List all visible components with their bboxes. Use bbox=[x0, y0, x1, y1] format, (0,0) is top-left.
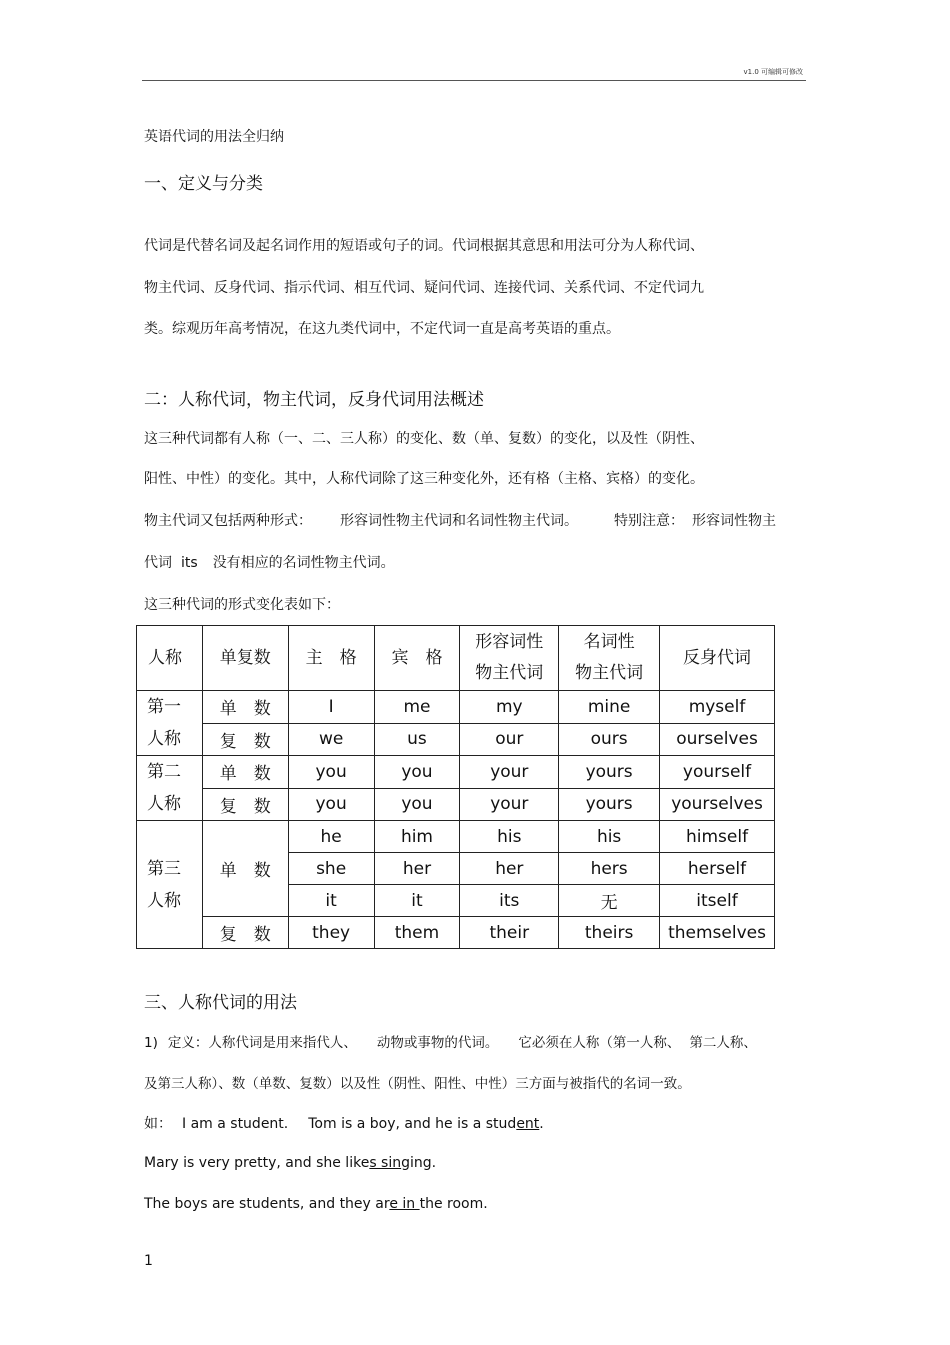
adj-possessive-cell: his bbox=[460, 821, 559, 853]
subject-cell: I bbox=[288, 691, 374, 724]
page-number: 1 bbox=[144, 1253, 153, 1269]
noun-possessive-cell: his bbox=[559, 821, 660, 853]
section2-line-3 bbox=[144, 510, 776, 530]
noun-possessive-cell: 无 bbox=[559, 885, 660, 917]
noun-possessive-cell: yours bbox=[559, 756, 660, 789]
noun-possessive-cell: hers bbox=[559, 853, 660, 885]
section2-line-3-b: 形容词性物主代词和名词性物主代词。 bbox=[340, 513, 578, 529]
object-cell: it bbox=[374, 885, 460, 917]
ex2-part-b: s sin bbox=[369, 1155, 402, 1171]
ex2-part-a: Mary is very pretty, and she like bbox=[144, 1155, 370, 1171]
header-divider bbox=[142, 80, 806, 81]
header-noun-line-2: 物主代词 bbox=[575, 663, 644, 683]
pronoun-table bbox=[136, 625, 775, 949]
adj-possessive-cell: your bbox=[460, 788, 559, 821]
number-cell: 单 数 bbox=[202, 756, 288, 789]
adj-possessive-cell: our bbox=[460, 723, 559, 756]
reflexive-cell: himself bbox=[660, 821, 775, 853]
ex1-sentence-2b: ent bbox=[516, 1116, 540, 1132]
ex1-sentence-1: I am a student. bbox=[182, 1116, 289, 1132]
number-cell: 单 数 bbox=[202, 821, 288, 917]
subject-cell: we bbox=[288, 723, 374, 756]
ex3-part-c: the room. bbox=[419, 1196, 488, 1212]
noun-possessive-cell: theirs bbox=[559, 917, 660, 949]
table-header-row bbox=[137, 626, 775, 691]
section3-def-line-2: 及第三人称）、数（单数、复数）以及性（阴性、阳性、中性）三方面与被指代的名词一致。 bbox=[144, 1076, 691, 1092]
header-person: 人称 bbox=[137, 626, 203, 691]
noun-possessive-cell: mine bbox=[559, 691, 660, 724]
first-person-label bbox=[137, 691, 203, 756]
section2-line-2: 阳性、中性）的变化。其中，人称代词除了这三种变化外，还有格（主格、宾格）的变化。 bbox=[144, 471, 704, 487]
object-cell: me bbox=[374, 691, 460, 724]
object-cell: you bbox=[374, 756, 460, 789]
section3-heading: 三、人称代词的用法 bbox=[144, 993, 297, 1013]
first-person-label-2: 人称 bbox=[147, 729, 181, 749]
reflexive-cell: herself bbox=[660, 853, 775, 885]
section1-line-2: 物主代词、反身代词、指示代词、相互代词、疑问代词、连接代词、关系代词、不定代词九 bbox=[144, 280, 704, 296]
number-cell: 复 数 bbox=[202, 723, 288, 756]
noun-possessive-cell: ours bbox=[559, 723, 660, 756]
reflexive-cell: myself bbox=[660, 691, 775, 724]
example-line-2 bbox=[144, 1155, 436, 1171]
subject-cell: you bbox=[288, 788, 374, 821]
reflexive-cell: itself bbox=[660, 885, 775, 917]
subject-cell: he bbox=[288, 821, 374, 853]
subject-cell: it bbox=[288, 885, 374, 917]
version-label: v1.0 可编辑可修改 bbox=[743, 68, 803, 76]
adj-possessive-cell: its bbox=[460, 885, 559, 917]
ex1-prefix: 如： bbox=[144, 1116, 172, 1132]
adj-possessive-cell: their bbox=[460, 917, 559, 949]
header-subject: 主 格 bbox=[288, 626, 374, 691]
example-line-1 bbox=[144, 1113, 544, 1133]
table-row bbox=[137, 723, 775, 756]
def-part-b: 定义：人称代词是用来指代人、 bbox=[167, 1035, 357, 1051]
section2-line-4-b: its bbox=[181, 555, 198, 571]
adj-possessive-cell: my bbox=[460, 691, 559, 724]
header-object: 宾 格 bbox=[374, 626, 460, 691]
number-cell: 复 数 bbox=[202, 917, 288, 949]
table-row bbox=[137, 788, 775, 821]
second-person-label-2: 人称 bbox=[147, 794, 181, 814]
section1-line-3: 类。综观历年高考情况，在这九类代词中，不定代词一直是高考英语的重点。 bbox=[144, 321, 620, 337]
second-person-label bbox=[137, 756, 203, 821]
third-person-label-2: 人称 bbox=[147, 890, 181, 911]
header-noun-possessive bbox=[559, 626, 660, 691]
first-person-label-1: 第一 bbox=[147, 697, 181, 717]
table-intro: 这三种代词的形式变化表如下： bbox=[144, 597, 340, 613]
third-person-label-1: 第三 bbox=[147, 858, 181, 879]
ex1-sentence-2c: . bbox=[539, 1116, 544, 1132]
example-line-3 bbox=[144, 1196, 488, 1212]
section1-line-1: 代词是代替名词及起名词作用的短语或句子的词。代词根据其意思和用法可分为人称代词、 bbox=[144, 238, 704, 254]
ex1-sentence-2a: Tom is a boy, and he is a stud bbox=[308, 1116, 517, 1132]
third-person-label bbox=[137, 821, 203, 949]
header-adj-line-2: 物主代词 bbox=[475, 663, 544, 683]
header-noun-line-1: 名词性 bbox=[583, 632, 635, 652]
object-cell: her bbox=[374, 853, 460, 885]
def-part-e: 第二人称、 bbox=[689, 1035, 757, 1051]
reflexive-cell: yourself bbox=[660, 756, 775, 789]
reflexive-cell: yourselves bbox=[660, 788, 775, 821]
adj-possessive-cell: your bbox=[460, 756, 559, 789]
object-cell: him bbox=[374, 821, 460, 853]
adj-possessive-cell: her bbox=[460, 853, 559, 885]
reflexive-cell: ourselves bbox=[660, 723, 775, 756]
number-cell: 单 数 bbox=[202, 691, 288, 724]
ex2-part-c: ging. bbox=[401, 1155, 437, 1171]
def-part-c: 动物或事物的代词。 bbox=[376, 1035, 499, 1051]
section2-heading: 二：人称代词，物主代词，反身代词用法概述 bbox=[144, 390, 484, 410]
object-cell: them bbox=[374, 917, 460, 949]
header-number: 单复数 bbox=[202, 626, 288, 691]
reflexive-cell: themselves bbox=[660, 917, 775, 949]
subject-cell: she bbox=[288, 853, 374, 885]
section2-line-4-a: 代词 bbox=[144, 555, 172, 571]
table-row bbox=[137, 691, 775, 724]
section2-line-4 bbox=[144, 552, 395, 572]
subject-cell: you bbox=[288, 756, 374, 789]
ex3-part-b: e in bbox=[389, 1196, 420, 1212]
header-adj-possessive bbox=[460, 626, 559, 691]
subject-cell: they bbox=[288, 917, 374, 949]
table-row bbox=[137, 821, 775, 853]
section2-line-1: 这三种代词都有人称（一、二、三人称）的变化、数（单、复数）的变化，以及性（阴性、 bbox=[144, 431, 704, 447]
table-row bbox=[137, 756, 775, 789]
def-part-d: 它必须在人称（第一人称、 bbox=[518, 1035, 681, 1051]
header-adj-line-1: 形容词性 bbox=[475, 632, 544, 652]
doc-title: 英语代词的用法全归纳 bbox=[144, 129, 284, 145]
section2-line-3-a: 物主代词又包括两种形式： bbox=[144, 513, 312, 529]
section3-def-line bbox=[144, 1031, 757, 1051]
number-cell: 复 数 bbox=[202, 788, 288, 821]
object-cell: you bbox=[374, 788, 460, 821]
section1-heading: 一、定义与分类 bbox=[144, 174, 263, 194]
section2-line-3-c: 特别注意： bbox=[614, 513, 684, 529]
table-row bbox=[137, 917, 775, 949]
section2-line-3-d: 形容词性物主 bbox=[692, 513, 776, 529]
noun-possessive-cell: yours bbox=[559, 788, 660, 821]
object-cell: us bbox=[374, 723, 460, 756]
ex3-part-a: The boys are students, and they ar bbox=[144, 1196, 390, 1212]
header-reflexive: 反身代词 bbox=[660, 626, 775, 691]
section2-line-4-c: 没有相应的名词性物主代词。 bbox=[212, 555, 395, 571]
def-number: 1) bbox=[144, 1035, 158, 1051]
second-person-label-1: 第二 bbox=[147, 762, 181, 782]
